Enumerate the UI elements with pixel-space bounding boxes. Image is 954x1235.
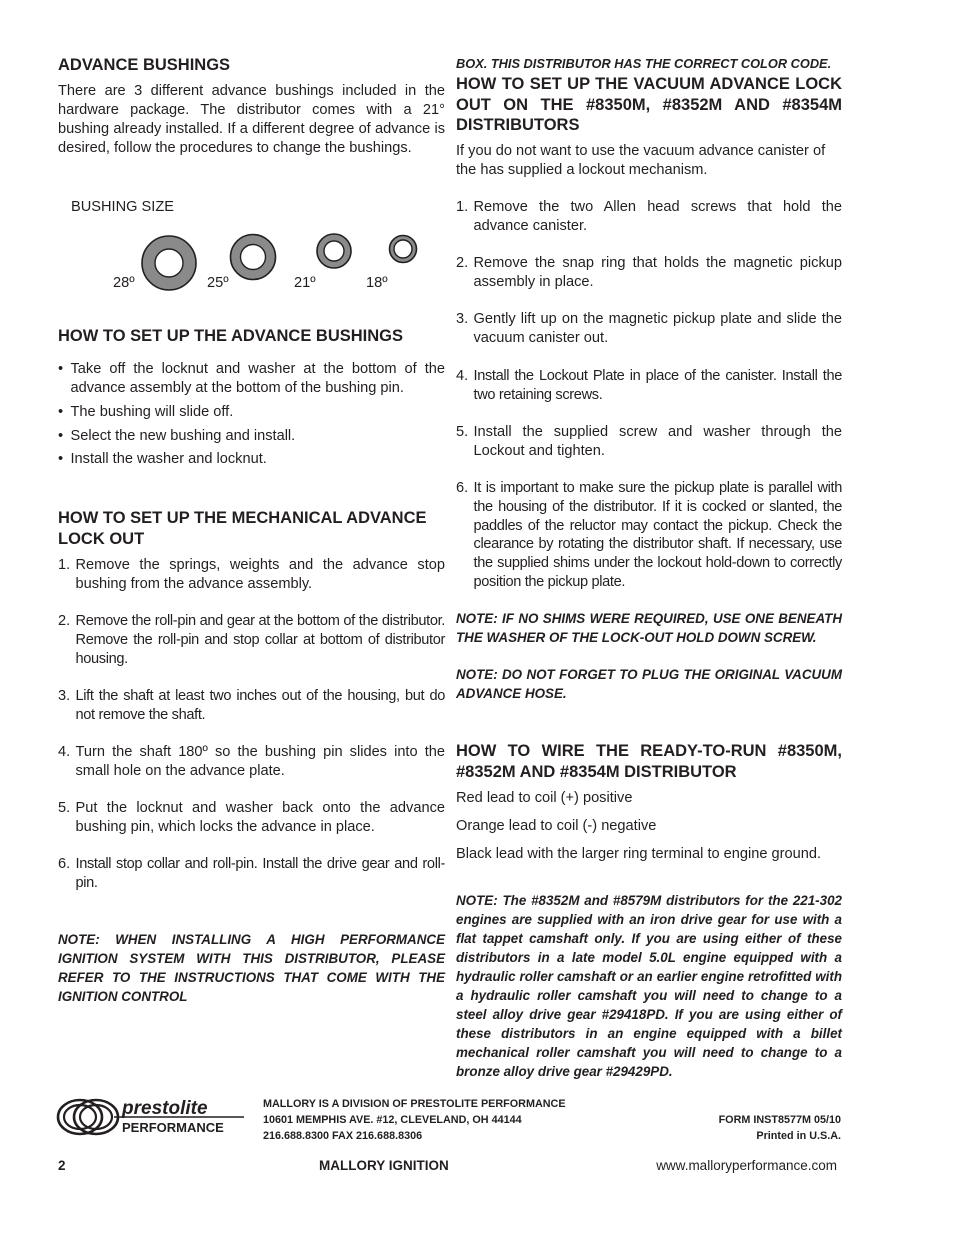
footer-address-line: MALLORY IS A DIVISION OF PRESTOLITE PERFORMANCE — [263, 1098, 566, 1110]
website-link[interactable]: www.malloryperformance.com — [656, 1158, 837, 1173]
footer-address — [263, 1096, 566, 1144]
bullet-text: Install the washer and locknut. — [70, 451, 267, 467]
step-number: 1. — [58, 557, 71, 573]
step-text: Turn the shaft 180º so the bushing pin slides into the small hole on the advance plate. — [75, 744, 445, 779]
setup-bushings-heading: HOW TO SET UP THE ADVANCE BUSHINGS — [58, 327, 404, 345]
bullet-mark: • — [58, 361, 64, 377]
step-text: Gently lift up on the magnetic pickup plate and slide the vacuum canister out. — [473, 311, 842, 346]
bullet-item — [58, 427, 445, 446]
bullet-item — [58, 450, 445, 469]
step-number: 5. — [456, 424, 469, 440]
bullet-text: The bushing will slide off. — [70, 404, 234, 420]
step-item — [456, 367, 842, 405]
step-text: Install the supplied screw and washer through the Lockout and tighten. — [473, 424, 842, 459]
step-text: It is important to make sure the pickup plate is parallel with the housing of the distributor. If it is cocked or slanted, the paddles of the reluctor may contact the pickup. Check the clearance by rotating the distributor shaft. If necessary, use the supplied shims under the lockout hold-down to correctly position the pickup plate. — [473, 480, 842, 590]
bullet-text: Take off the locknut and washer at the bottom of the advance assembly at the bottom of the bushing pin. — [70, 361, 445, 396]
logo-wordmark: prestolite — [122, 1098, 208, 1119]
ignition-control-note: NOTE: WHEN INSTALLING A HIGH PERFORMANCE IGNITION SYSTEM WITH THIS DISTRIBUTOR, PLEASE REFER TO THE INSTRUCTIONS THAT COME WITH THE IGNITION CONTROL — [58, 932, 445, 1004]
step-item — [456, 198, 842, 236]
vacuum-hose-note: NOTE: DO NOT FORGET TO PLUG THE ORIGINAL VACUUM ADVANCE HOSE. — [456, 667, 842, 701]
wiring-line-black: Black lead with the larger ring terminal to engine ground. — [456, 846, 822, 862]
step-item — [58, 743, 445, 781]
step-text: Install the Lockout Plate in place of the canister. Install the two retaining screws. — [473, 368, 842, 403]
step-item — [456, 423, 842, 461]
wiring-heading: HOW TO WIRE THE READY-TO-RUN #8350M, #8352M AND #8354M DISTRIBUTOR — [456, 742, 842, 781]
step-item — [58, 556, 445, 594]
bullet-item — [58, 403, 445, 422]
wiring-line-red: Red lead to coil (+) positive — [456, 790, 633, 806]
bullet-mark: • — [58, 404, 64, 420]
prestolite-logo-graphic — [56, 1097, 246, 1137]
company-name: MALLORY IGNITION — [319, 1158, 449, 1173]
ring-label-25: 25º — [207, 275, 229, 291]
step-number: 2. — [58, 613, 71, 629]
advance-bushings-heading: ADVANCE BUSHINGS — [58, 56, 231, 74]
footer-address-line: 216.688.8300 FAX 216.688.8306 — [263, 1130, 423, 1142]
step-number: 2. — [456, 255, 469, 271]
color-code-note: BOX. THIS DISTRIBUTOR HAS THE CORRECT COLOR CODE. — [456, 56, 832, 71]
logo-subtitle: PERFORMANCE — [122, 1120, 224, 1135]
page-number: 2 — [58, 1158, 66, 1173]
footer-form-info — [719, 1112, 841, 1144]
step-number: 6. — [58, 856, 71, 872]
advance-bushings-body: There are 3 different advance bushings included in the hardware package. The distributor comes with a 21° bushing already installed. If a different degree of advance is desired, follow the procedures to change the bushings. — [58, 83, 445, 156]
step-number: 3. — [456, 311, 469, 327]
vacuum-lockout-intro: If you do not want to use the vacuum advance canister of the has supplied a lockout mechanism. — [456, 143, 826, 178]
vacuum-lockout-heading: HOW TO SET UP THE VACUUM ADVANCE LOCK OUT ON THE #8350M, #8352M AND #8354M DISTRIBUTORS — [456, 75, 842, 134]
step-number: 3. — [58, 688, 71, 704]
step-number: 4. — [456, 368, 469, 384]
step-text: Remove the roll-pin and gear at the bottom of the distributor. Remove the roll-pin and stop collar at bottom of distributor housing. — [75, 613, 445, 667]
form-number: FORM INST8577M 05/10 — [718, 1114, 841, 1126]
shims-note: NOTE: IF NO SHIMS WERE REQUIRED, USE ONE BENEATH THE WASHER OF THE LOCK-OUT HOLD DOWN SCREW. — [456, 611, 842, 645]
footer-address-line: 10601 MEMPHIS AVE. #12, CLEVELAND, OH 44144 — [263, 1114, 522, 1126]
bushing-size-label: BUSHING SIZE — [71, 199, 174, 215]
bullet-item — [58, 360, 445, 398]
step-item — [58, 612, 445, 668]
step-text: Remove the two Allen head screws that hold the advance canister. — [473, 199, 842, 234]
step-text: Install stop collar and roll-pin. Install the drive gear and roll-pin. — [75, 856, 445, 891]
ring-label-28: 28º — [113, 275, 135, 291]
step-number: 1. — [456, 199, 469, 215]
step-text: Remove the snap ring that holds the magnetic pickup assembly in place. — [473, 255, 842, 290]
step-number: 6. — [456, 480, 469, 496]
step-number: 4. — [58, 744, 71, 760]
step-item — [456, 479, 842, 592]
step-text: Lift the shaft at least two inches out of the housing, but do not remove the shaft. — [75, 688, 445, 723]
step-number: 5. — [58, 800, 71, 816]
step-text: Remove the springs, weights and the advance stop bushing from the advance assembly. — [75, 557, 445, 592]
bushing-size-diagram — [58, 230, 445, 300]
step-text: Put the locknut and washer back onto the advance bushing pin, which locks the advance in place. — [75, 800, 445, 835]
bullet-mark: • — [58, 451, 64, 467]
step-item — [58, 687, 445, 725]
bullet-text: Select the new bushing and install. — [70, 428, 296, 444]
step-item — [58, 855, 445, 893]
wiring-line-orange: Orange lead to coil (-) negative — [456, 818, 657, 834]
step-item — [58, 799, 445, 837]
step-item — [456, 310, 842, 348]
step-item — [456, 254, 842, 292]
prestolite-logo — [56, 1097, 246, 1142]
printed-in: Printed in U.S.A. — [756, 1130, 841, 1142]
ring-label-18: 18º — [366, 275, 388, 291]
mechanical-lockout-heading: HOW TO SET UP THE MECHANICAL ADVANCE LOCK OUT — [58, 509, 427, 548]
bullet-mark: • — [58, 428, 64, 444]
drive-gear-note: NOTE: The #8352M and #8579M distributors for the 221-302 engines are supplied with an iron drive gear for use with a flat tappet camshaft only. If you are using either of these distributors in a late model 5.0L engine equipped with a hydraulic roller camshaft or an earlier engine retrofitted with a hydraulic roller camshaft you will need to change to a steel alloy drive gear #29418PD. If you are using either of these distributors in an engine equipped with a billet mechanical roller camshaft you will need to change to a bronze alloy drive gear #29429PD. — [456, 893, 842, 1079]
ring-label-21: 21º — [294, 275, 316, 291]
